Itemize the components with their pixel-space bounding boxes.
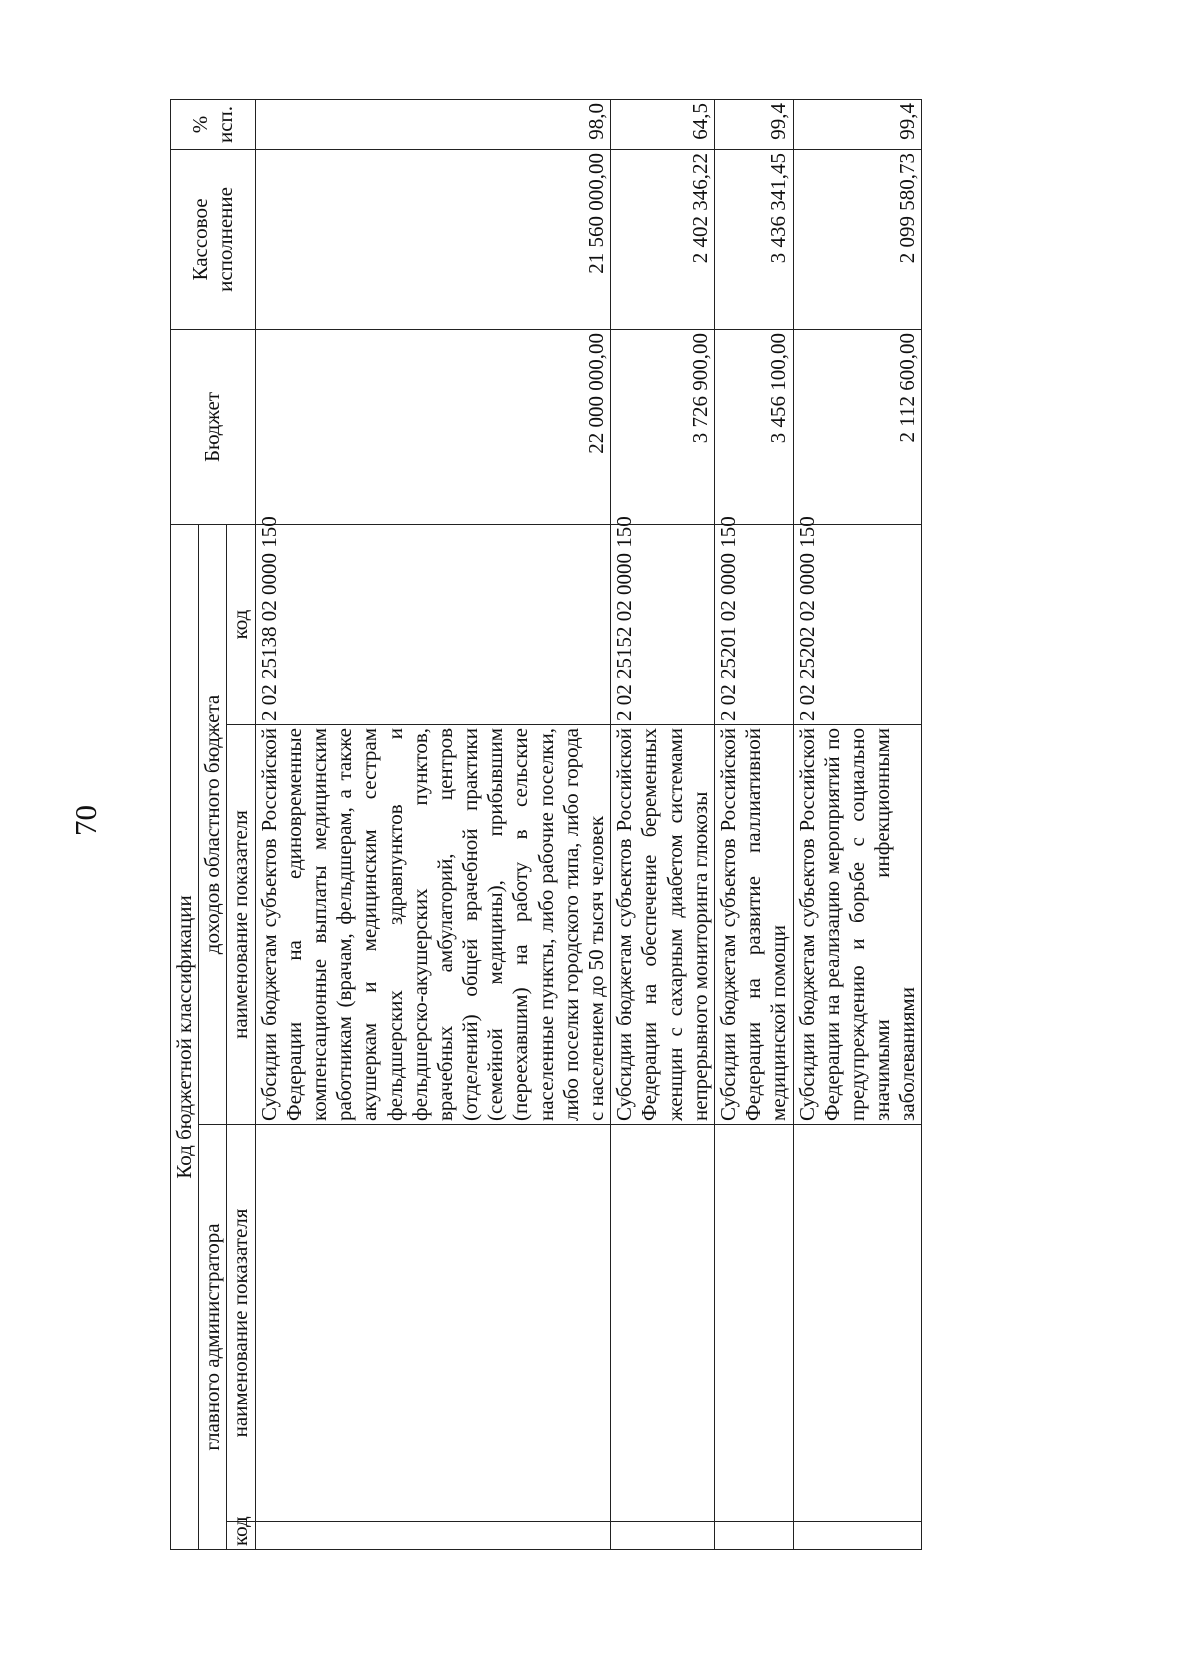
table-row bbox=[255, 99, 611, 1549]
indicator-name-cell: Субсидии бюджетам субъектов Российской Федерации на развитие паллиативной медицинской помощи bbox=[714, 725, 793, 1125]
indicator-name-cell: Субсидии бюджетам субъектов Российской Федерации на обеспечение беременных женщин с сахарным диабетом системами непрерывного мониторинга глюкозы bbox=[611, 725, 715, 1125]
indicator-name-cell: Субсидии бюджетам субъектов Российской Федерации на единовременные компенсационные выплаты медицинским работникам (врачам, фельдшерам, а также акушеркам и медицинским сестрам фельдшерских здравпунктов и фельдшерско-акушерских пунктов, врачебных амбулаторий, центров (отделений) общей врачебной практики (семейной медицины), прибывшим (переехавшим) на работу в сельские населенные пункты, либо рабочие поселки, либо поселки городского типа, либо города с населением до 50 тысяч человек bbox=[255, 725, 611, 1125]
income-indicator-name-header: наименование показателя bbox=[227, 725, 255, 1125]
budget-cell: 2 112 600,00 bbox=[793, 329, 922, 524]
header-row-1 bbox=[171, 99, 199, 1549]
budget-header: Бюджет bbox=[171, 329, 256, 524]
income-code-cell: 2 02 25138 02 0000 150 bbox=[255, 524, 611, 724]
regional-income-header: доходов областного бюджета bbox=[199, 524, 227, 1124]
admin-name-cell bbox=[793, 1125, 922, 1522]
table-row bbox=[611, 99, 715, 1549]
percent-cell: 99,4 bbox=[793, 99, 922, 149]
cash-cell: 3 436 341,45 bbox=[714, 149, 793, 329]
admin-name-cell bbox=[255, 1125, 611, 1522]
budget-cell: 3 456 100,00 bbox=[714, 329, 793, 524]
cash-cell: 2 402 346,22 bbox=[611, 149, 715, 329]
table-row bbox=[714, 99, 793, 1549]
income-code-cell: 2 02 25152 02 0000 150 bbox=[611, 524, 715, 724]
admin-code-header: код bbox=[227, 1522, 255, 1550]
admin-code-cell bbox=[714, 1522, 793, 1550]
percent-cell: 98,0 bbox=[255, 99, 611, 149]
income-code-cell: 2 02 25202 02 0000 150 bbox=[793, 524, 922, 724]
main-admin-header: главного администратора bbox=[199, 1125, 227, 1550]
admin-indicator-name-header: наименование показателя bbox=[227, 1125, 255, 1522]
income-code-header: код bbox=[227, 524, 255, 724]
percent-header: % исп. bbox=[171, 99, 256, 149]
budget-table bbox=[170, 99, 922, 1550]
admin-code-cell bbox=[793, 1522, 922, 1550]
admin-name-cell bbox=[714, 1125, 793, 1522]
cash-cell: 21 560 000,00 bbox=[255, 149, 611, 329]
cash-cell: 2 099 580,73 bbox=[793, 149, 922, 329]
percent-cell: 99,4 bbox=[714, 99, 793, 149]
admin-code-cell bbox=[611, 1522, 715, 1550]
page-number: 70 bbox=[68, 805, 103, 836]
admin-code-cell bbox=[255, 1522, 611, 1550]
income-code-cell: 2 02 25201 02 0000 150 bbox=[714, 524, 793, 724]
budget-cell: 22 000 000,00 bbox=[255, 329, 611, 524]
table-row bbox=[793, 99, 922, 1549]
percent-cell: 64,5 bbox=[611, 99, 715, 149]
budget-cell: 3 726 900,00 bbox=[611, 329, 715, 524]
classification-header: Код бюджетной классификации bbox=[171, 524, 199, 1549]
indicator-name-cell: Субсидии бюджетам субъектов Российской Федерации на реализацию мероприятий по предупреждению и борьбе с социально значимыми инфекционными заболеваниями bbox=[793, 725, 922, 1125]
admin-name-cell bbox=[611, 1125, 715, 1522]
cash-execution-header: Кассовое исполнение bbox=[171, 149, 256, 329]
rotated-page-content bbox=[170, 100, 1070, 1550]
